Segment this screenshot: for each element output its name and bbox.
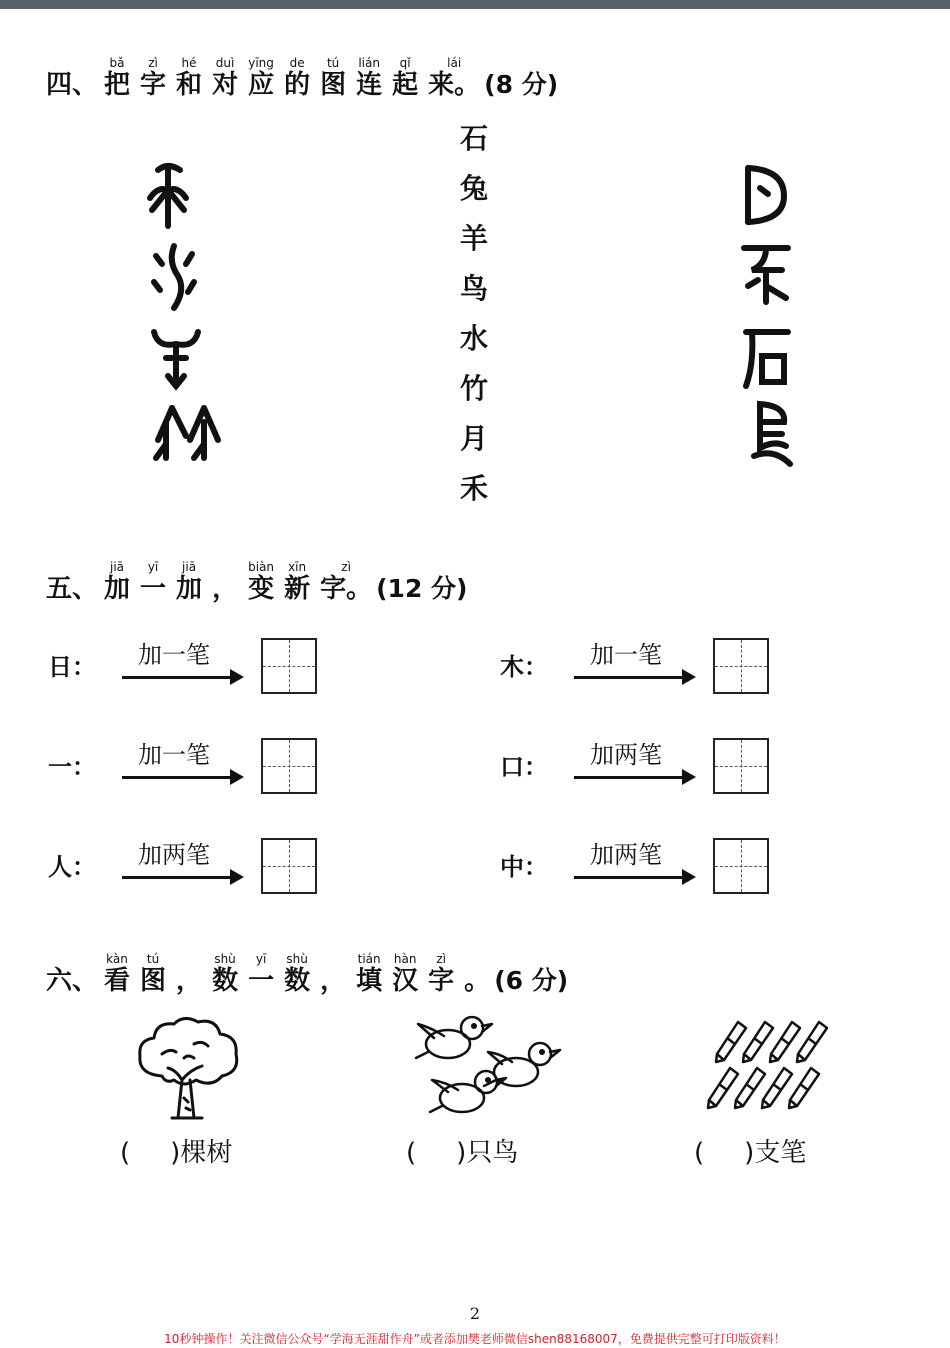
hanzi: 把 (104, 70, 131, 100)
ancient-niao-glyph (734, 400, 814, 470)
arrow-head-icon (230, 669, 244, 685)
heading-char (320, 952, 346, 996)
hanzi: 一 (248, 966, 275, 996)
pinyin: shù (214, 952, 236, 966)
hanzi: 加 (104, 574, 131, 604)
modern-character-column (452, 114, 496, 514)
base-character: 人： (48, 853, 96, 881)
answer-grid-box[interactable] (713, 838, 769, 894)
unit-label: 棵树 (180, 1138, 233, 1168)
hanzi: 连 (356, 70, 383, 100)
bird-icon (412, 1008, 562, 1124)
operation-label: 加一笔 (138, 641, 210, 669)
arrow-head-icon (230, 869, 244, 885)
grid-guide-horizontal (715, 766, 767, 767)
operation-label: 加一笔 (590, 641, 662, 669)
hanzi: ， (176, 966, 203, 996)
hanzi: 字 (140, 70, 167, 100)
pinyin: lái (447, 56, 462, 70)
arrow-head-icon (230, 769, 244, 785)
answer-grid-box[interactable] (713, 638, 769, 694)
arrow-line (122, 876, 234, 879)
modern-character[interactable]: 水 (459, 322, 488, 355)
close-paren: ) (744, 1138, 755, 1168)
base-character: 日： (48, 653, 96, 681)
grid-guide-horizontal (263, 866, 315, 867)
hanzi: 数 (284, 966, 311, 996)
hanzi: 一 (140, 574, 167, 604)
open-paren: ( (694, 1138, 705, 1168)
hanzi: 汉 (392, 966, 419, 996)
answer-pencil-count (694, 1136, 806, 1170)
pinyin: shù (286, 952, 308, 966)
pinyin: biàn (248, 560, 275, 574)
answer-grid-box[interactable] (261, 738, 317, 794)
heading-char (428, 952, 454, 996)
pinyin: yīng (248, 56, 274, 70)
base-character: 中： (500, 853, 548, 881)
pencil-mark (708, 1068, 738, 1108)
arrow-line (574, 876, 686, 879)
heading-char (176, 560, 202, 604)
pencil-mark (762, 1068, 792, 1108)
page-number: 2 (469, 1304, 481, 1323)
hanzi: 图 (140, 966, 167, 996)
pinyin: jiā (182, 560, 197, 574)
hanzi: 五、 (46, 574, 99, 604)
operation-label: 加一笔 (138, 741, 210, 769)
modern-character[interactable]: 鸟 (459, 272, 488, 305)
ancient-zhu-glyph (148, 400, 228, 470)
arrow (574, 640, 698, 690)
pinyin: zì (436, 952, 446, 966)
pinyin: yī (255, 952, 267, 966)
heading-char (212, 56, 238, 100)
modern-character[interactable]: 石 (459, 122, 488, 155)
heading-char (104, 952, 130, 996)
base-character: 口： (500, 753, 548, 781)
heading-char (212, 560, 238, 604)
heading-char (428, 56, 480, 100)
pencil-mark (797, 1022, 827, 1062)
heading-char (320, 560, 372, 604)
pinyin: yī (147, 560, 159, 574)
pinyin: lián (358, 56, 380, 70)
close-paren: ) (170, 1138, 181, 1168)
arrow-head-icon (682, 869, 696, 885)
heading-char (212, 952, 238, 996)
pinyin: jiā (110, 560, 125, 574)
pencil-mark (735, 1068, 765, 1108)
hanzi: 四、 (46, 70, 99, 100)
heading-char (284, 56, 310, 100)
hanzi: 来。 (428, 70, 481, 100)
heading-char (46, 952, 99, 996)
heading-char (248, 560, 274, 604)
hanzi: ， (320, 966, 347, 996)
hanzi: 数 (212, 966, 239, 996)
hanzi: 看 (104, 966, 131, 996)
pinyin: xīn (288, 560, 307, 574)
modern-character[interactable]: 羊 (459, 222, 488, 255)
hanzi: 变 (248, 574, 275, 604)
heading-char (392, 952, 418, 996)
modern-character[interactable]: 月 (459, 422, 488, 455)
answer-grid-box[interactable] (261, 838, 317, 894)
pinyin: hàn (393, 952, 417, 966)
hanzi: 填 (356, 966, 383, 996)
base-character: 一： (48, 753, 96, 781)
pinyin: zì (148, 56, 158, 70)
arrow-line (122, 676, 234, 679)
pinyin: qǐ (399, 56, 411, 70)
heading-char (104, 56, 130, 100)
heading-char (392, 56, 418, 100)
pinyin: zì (341, 560, 351, 574)
open-paren: ( (120, 1138, 131, 1168)
heading-char (46, 560, 99, 604)
pinyin: hé (181, 56, 197, 70)
hanzi: ， (212, 574, 239, 604)
heading-char (464, 952, 490, 996)
close-paren: ) (456, 1138, 467, 1168)
operation-label: 加两笔 (590, 741, 662, 769)
arrow (122, 840, 246, 890)
heading-char (356, 952, 382, 996)
pinyin: tú (326, 56, 340, 70)
pinyin: de (289, 56, 305, 70)
pinyin: duì (215, 56, 235, 70)
ancient-shui-glyph (134, 242, 214, 312)
hanzi: 字。 (320, 574, 373, 604)
heading-char (284, 952, 310, 996)
score-label: (12 分) (376, 574, 468, 603)
heading-char (356, 56, 382, 100)
hanzi: 对 (212, 70, 239, 100)
heading-char (176, 56, 202, 100)
section-four-heading (46, 56, 558, 100)
hanzi: 应 (248, 70, 275, 100)
heading-char (284, 560, 310, 604)
hanzi: 加 (176, 574, 203, 604)
promo-footer: 10秒钟操作！关注微信公众号“学海无涯甜作舟”或者添加樊老师微信shen88168007，免费提供完整可打印版资料！ (164, 1332, 786, 1346)
hanzi: 六、 (46, 966, 99, 996)
heading-char (320, 56, 346, 100)
operation-label: 加两笔 (590, 841, 662, 869)
grid-guide-horizontal (263, 766, 315, 767)
modern-character[interactable]: 竹 (459, 372, 488, 405)
score-label: (6 分) (494, 966, 569, 995)
ancient-yang-glyph (136, 322, 216, 392)
arrow (122, 640, 246, 690)
base-character: 木： (500, 653, 548, 681)
hanzi: 。 (464, 966, 491, 996)
tree-icon (132, 1014, 244, 1120)
modern-character[interactable]: 兔 (459, 172, 488, 205)
hanzi: 字 (428, 966, 455, 996)
section-five-heading (46, 560, 467, 604)
pencil-mark (789, 1068, 819, 1108)
arrow-head-icon (682, 669, 696, 685)
arrow-line (574, 676, 686, 679)
arrow (574, 840, 698, 890)
heading-char (140, 560, 166, 604)
operation-label: 加两笔 (138, 841, 210, 869)
grid-guide-horizontal (715, 666, 767, 667)
heading-char (248, 952, 274, 996)
pinyin: bǎ (109, 56, 125, 70)
heading-char (140, 952, 166, 996)
open-paren: ( (406, 1138, 417, 1168)
unit-label: 支笔 (754, 1138, 807, 1168)
pinyin: kàn (106, 952, 128, 966)
heading-char (176, 952, 202, 996)
hanzi: 新 (284, 574, 311, 604)
ancient-yue-glyph (728, 160, 808, 230)
grid-guide-horizontal (715, 866, 767, 867)
grid-guide-horizontal (263, 666, 315, 667)
ancient-tu-glyph (726, 240, 806, 310)
pinyin: tián (357, 952, 381, 966)
pencil-icon (698, 1014, 828, 1114)
ancient-he-glyph (128, 160, 208, 230)
heading-char (248, 56, 274, 100)
answer-grid-box[interactable] (713, 738, 769, 794)
score-label: (8 分) (484, 70, 559, 99)
hanzi: 图 (320, 70, 347, 100)
hanzi: 的 (284, 70, 311, 100)
arrow-line (574, 776, 686, 779)
pinyin: tú (146, 952, 160, 966)
section-six-heading (46, 952, 568, 996)
answer-grid-box[interactable] (261, 638, 317, 694)
pencil-mark (743, 1022, 773, 1062)
heading-char (104, 560, 130, 604)
heading-char (140, 56, 166, 100)
arrow-head-icon (682, 769, 696, 785)
heading-char (46, 56, 99, 100)
answer-bird-count (406, 1136, 518, 1170)
pencil-mark (716, 1022, 746, 1062)
top-border (0, 0, 950, 9)
arrow (574, 740, 698, 790)
pencil-mark (770, 1022, 800, 1062)
unit-label: 只鸟 (466, 1138, 519, 1168)
arrow (122, 740, 246, 790)
hanzi: 和 (176, 70, 203, 100)
modern-character[interactable]: 禾 (459, 472, 488, 505)
hanzi: 起 (392, 70, 419, 100)
arrow-line (122, 776, 234, 779)
answer-tree-count (120, 1136, 232, 1170)
ancient-shi-glyph (728, 324, 808, 394)
